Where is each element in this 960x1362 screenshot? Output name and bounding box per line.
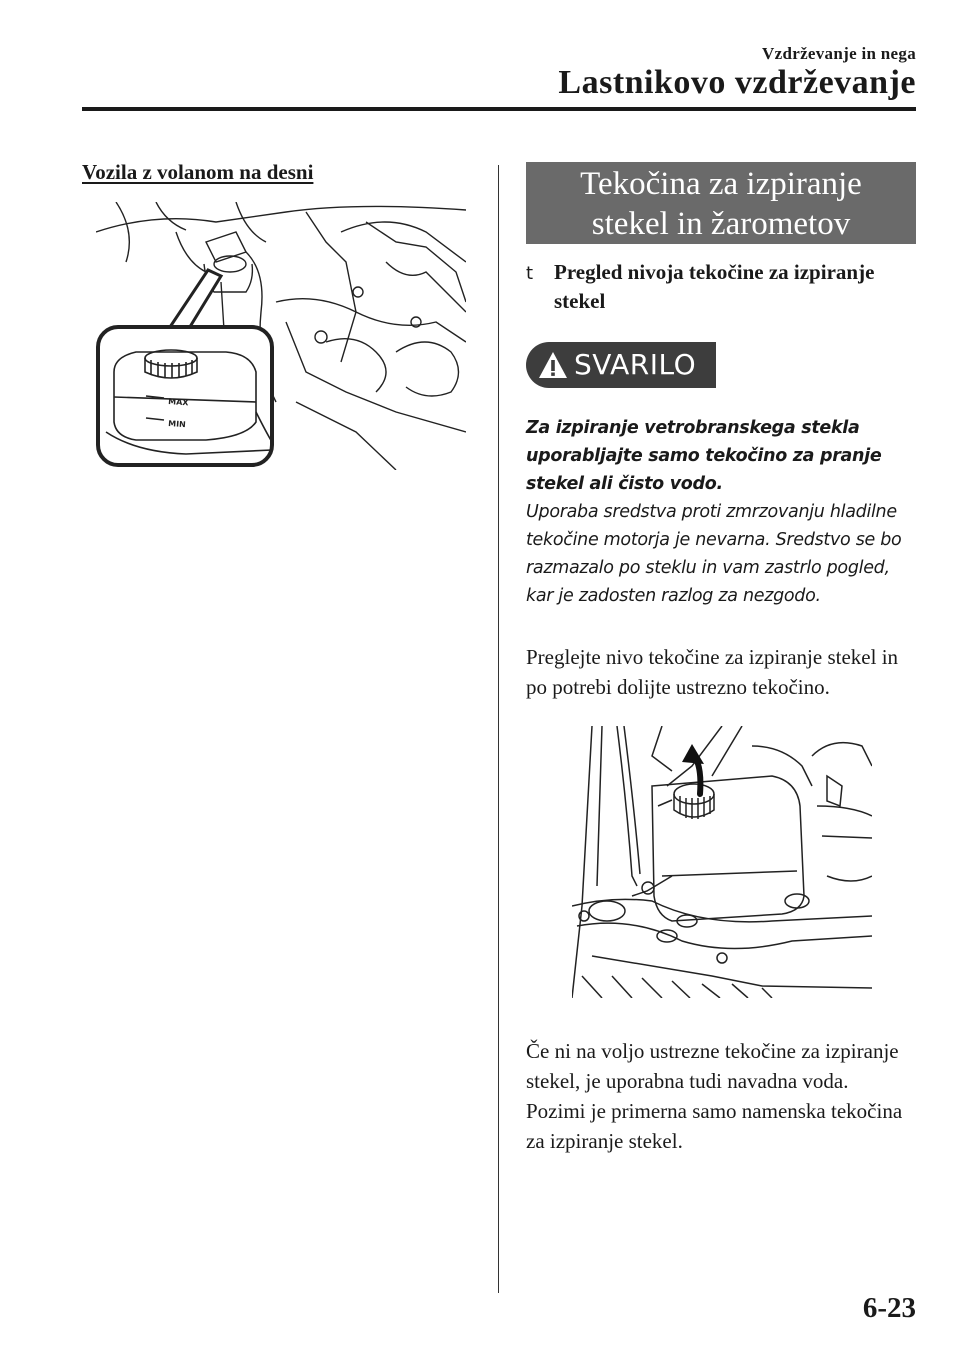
max-mark-label: MAX [167, 397, 189, 408]
washer-reservoir-illustration [572, 726, 872, 998]
banner-line-2: stekel in žarometov [591, 206, 851, 242]
header-rule [82, 107, 916, 111]
warning-triangle-icon [538, 350, 568, 380]
page-number: 6-23 [862, 1292, 916, 1324]
column-divider [498, 165, 499, 1293]
warning-body-text: Uporaba sredstva proti zmrzovanju hladilne tekočine motorja je nevarna. Sredstvo se bo razmazalo po steklu in vam zastrlo pogled, kar je zadosten razlog za nezgodo. [526, 502, 902, 606]
warning-bold-text: Za izpiranje vetrobranskega stekla uporabljajte samo tekočino za pranje stekel ali čisto vodo. [526, 418, 882, 494]
rhd-section-title: Vozila z volanom na desni [82, 160, 314, 184]
running-header-section: Vzdrževanje in nega [762, 44, 916, 63]
brake-fluid-reservoir-illustration [96, 202, 466, 470]
warning-label: SVARILO [574, 348, 697, 381]
paragraph-water-text: Če ni na voljo ustrezne tekočine za izpiranje stekel, je uporabna tudi navadna voda. [526, 1039, 899, 1093]
paragraph-check [526, 642, 916, 702]
section-banner [526, 162, 916, 244]
subheading: Pregled nivoja tekočine za izpiranje stekel [554, 260, 875, 313]
bullet-icon: t [526, 263, 534, 284]
paragraph-winter-text: Pozimi je primerna samo namenska tekočina za izpiranje stekel. [526, 1099, 903, 1153]
paragraph-check-text: Preglejte nivo tekočine za izpiranje stekel in po potrebi dolijte ustrezno tekočino. [526, 645, 899, 699]
warning-text [526, 414, 916, 610]
banner-line-1: Tekočina za izpiranje [580, 166, 862, 202]
paragraph-fallback [526, 1036, 916, 1156]
warning-badge [526, 342, 716, 388]
running-header-chapter: Lastnikovo vzdrževanje [558, 64, 916, 101]
min-mark-label: MIN [167, 419, 187, 430]
